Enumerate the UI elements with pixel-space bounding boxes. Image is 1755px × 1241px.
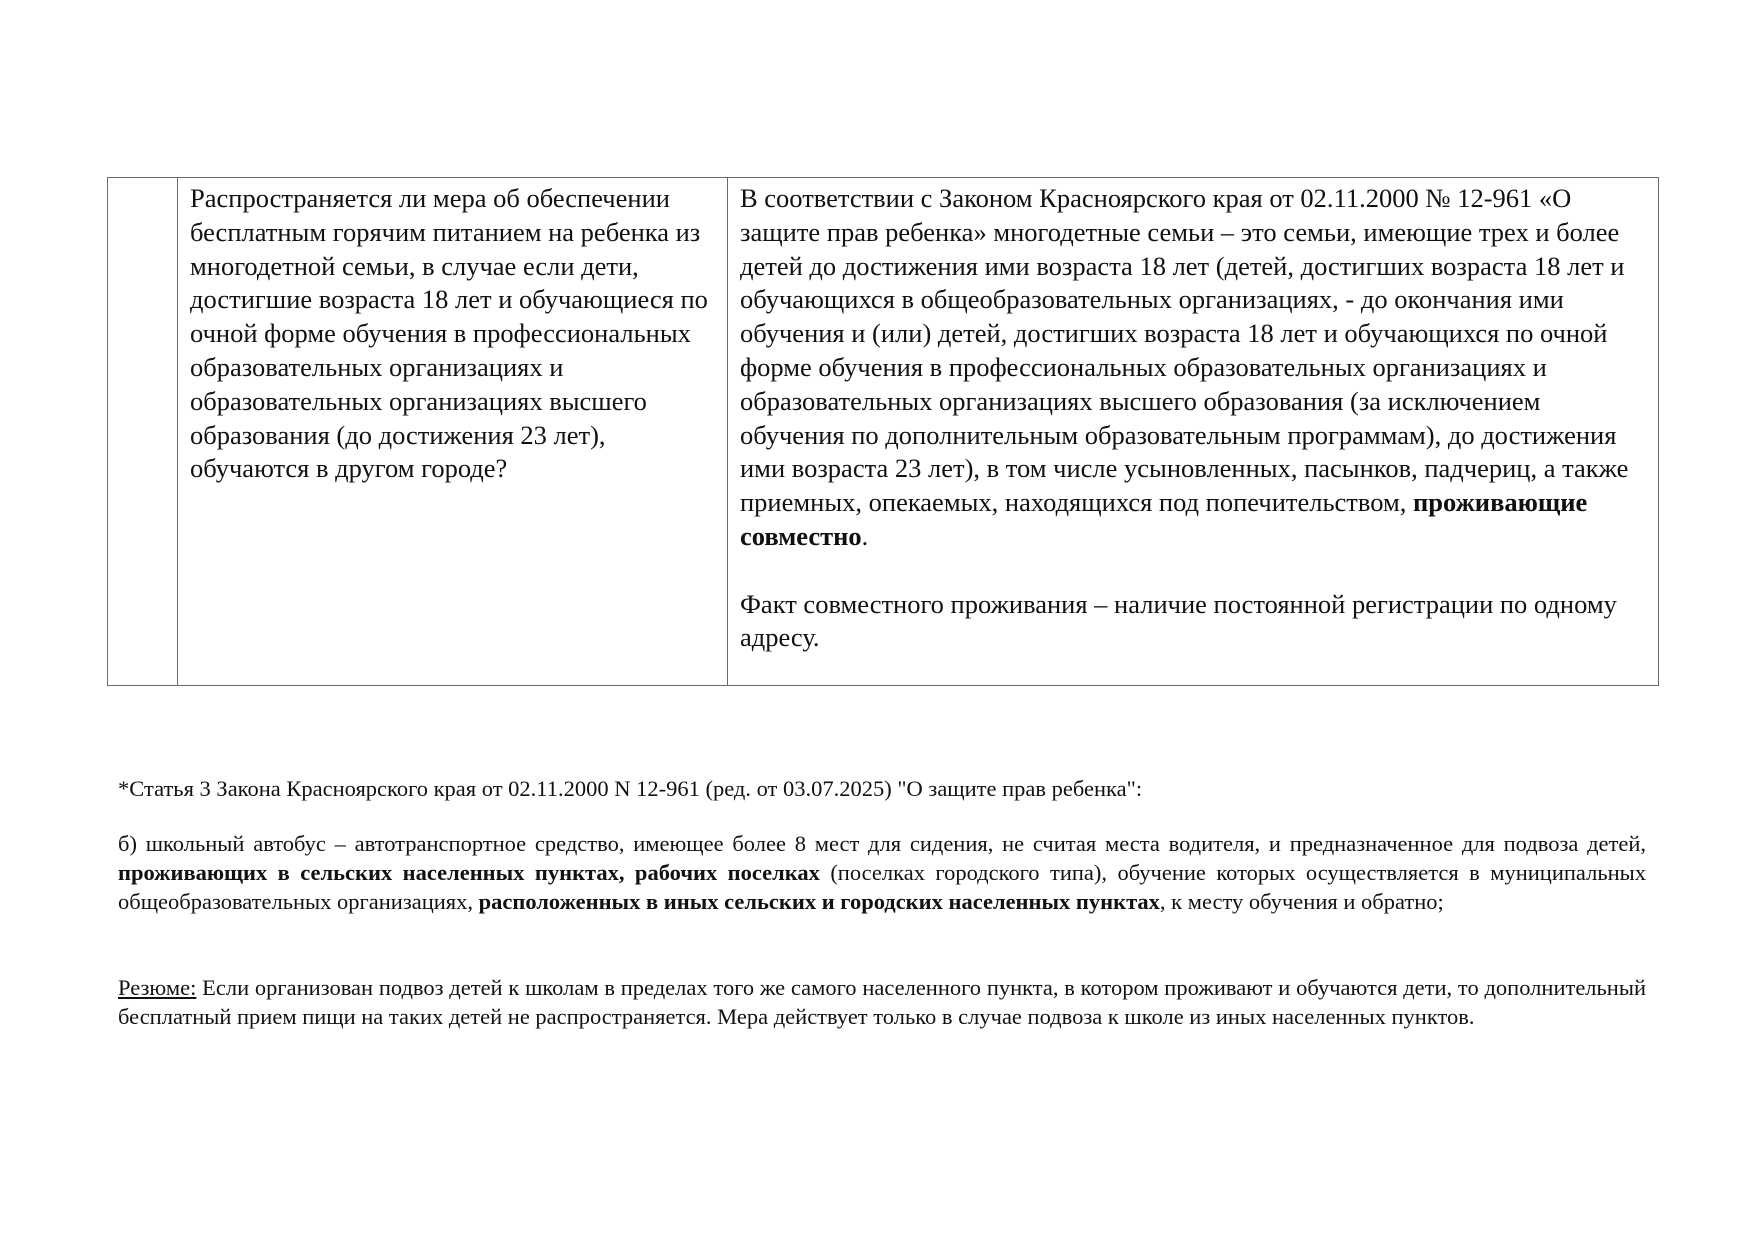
answer-main-text: В соответствии с Законом Красноярского края от 02.11.2000 № 12-961 «О защите прав ребенка» многодетные семьи – это семьи, имеющие трех и более детей до достижения ими возраста 18 лет (детей, достигших возраста 18 лет и обучающихся в общеобразовательных организациях, - до окончания ими обучения и (или) детей, достигших возраста 18 лет и обучающихся по очной форме обучения в профессиональных образовательных организациях и образовательных организациях высшего образования (за исключением обучения по дополнительным образовательным программам), до достижения ими возраста 23 лет), в том числе усыновленных, пасынков, падчериц, а также приемных, опекаемых, находящихся под попечительством, [740, 183, 1629, 518]
summary-text: Если организован подвоз детей к школам в пределах того же самого населенного пункта, в котором проживают и обучаются дети, то дополнительный бесплатный прием пищи на таких детей не распространяется. Мера действует только в случае подвоза к школе из иных населенных пунктов. [118, 975, 1646, 1029]
qa-table [107, 177, 1659, 686]
question-cell: Распространяется ли мера об обеспечении бесплатным горячим питанием на ребенка из многодетной семьи, в случае если дети, достигшие возраста 18 лет и обучающиеся по очной форме обучения в профессиональных образовательных организациях и образовательных организациях высшего образования (до достижения 23 лет), обучаются в другом городе? [178, 178, 728, 686]
footnote-text-3: , к месту обучения и обратно; [1159, 889, 1444, 914]
answer-cell [728, 178, 1659, 686]
answer-note: Факт совместного проживания – наличие постоянной регистрации по одному адресу. [740, 588, 1617, 653]
footnote-paragraph [118, 829, 1646, 916]
answer-paragraph [740, 182, 1646, 554]
summary-paragraph [118, 973, 1646, 1031]
answer-end-text: . [861, 520, 869, 551]
footnote-bold-2: расположенных в иных сельских и городских населенных пунктах [478, 889, 1160, 914]
footnote-bold-1: проживающих в сельских населенных пунктах, рабочих поселках [118, 860, 820, 885]
summary-label: Резюме: [118, 975, 197, 1000]
row-number-cell [108, 178, 178, 686]
footnote-text-1: б) школьный автобус – автотранспортное средство, имеющее более 8 мест для сидения, не считая места водителя, и предназначенное для подвоза детей, [118, 831, 1646, 856]
table-row [108, 178, 1659, 686]
answer-bold-text: проживающие совместно [740, 487, 1588, 551]
footnote-heading: *Статья 3 Закона Красноярского края от 02.11.2000 N 12-961 (ред. от 03.07.2025) "О защите прав ребенка": [118, 776, 1143, 801]
footnote-text-2: (поселках городского типа), обучение которых осуществляется в муниципальных общеобразовательных организациях, [118, 860, 1646, 914]
